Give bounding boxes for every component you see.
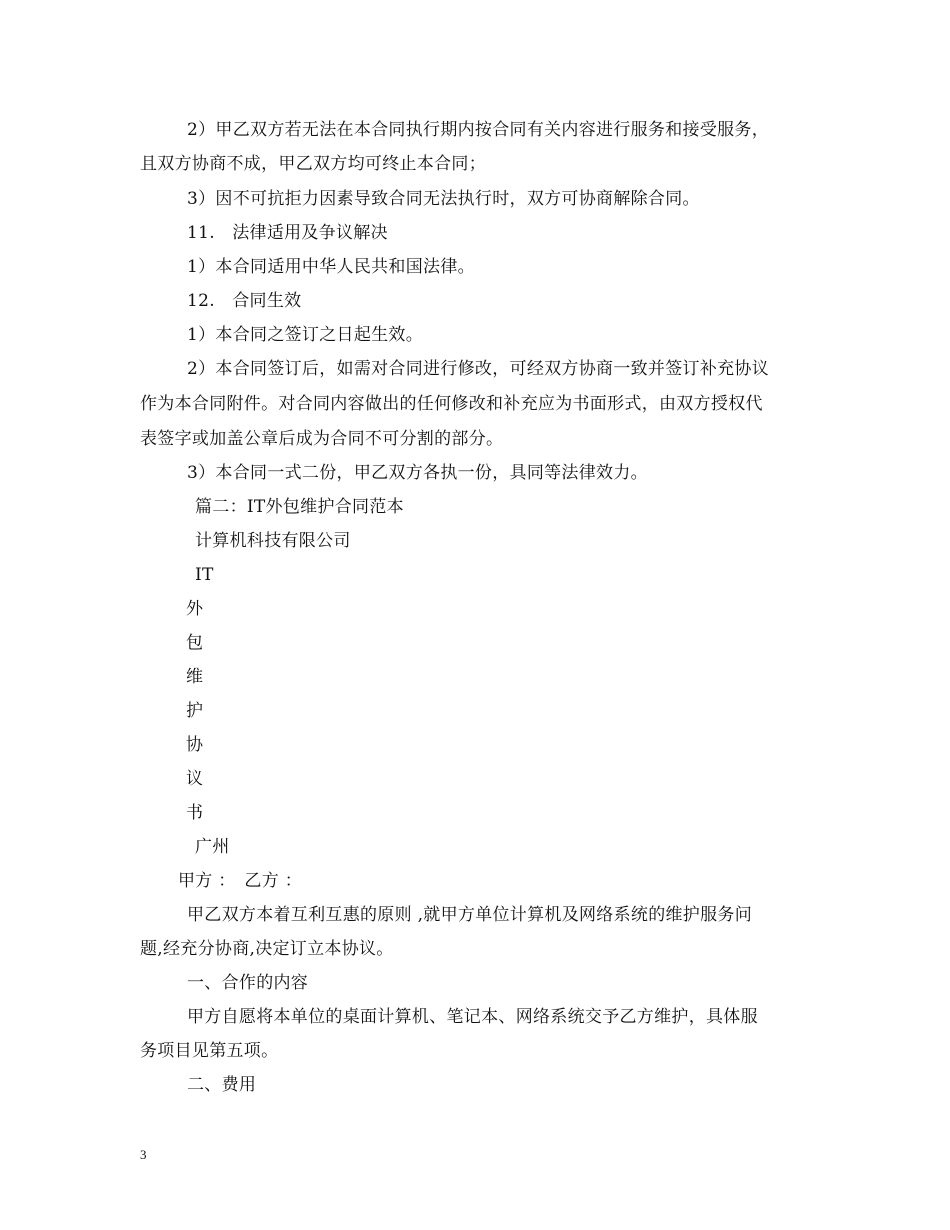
paragraph-line: 且双方协商不成，甲乙双方均可终止本合同；: [140, 154, 486, 174]
vertical-title-char: 书: [186, 803, 204, 823]
paragraph-line: 甲方自愿将本单位的桌面计算机、笔记本、网络系统交予乙方维护，具体服: [187, 1007, 758, 1027]
party-line: 甲方 ： 乙方 ：: [178, 871, 303, 891]
city-name: 广州: [195, 837, 230, 857]
vertical-title-char: IT: [195, 565, 214, 585]
vertical-title-char: 维: [186, 667, 204, 687]
paragraph-line: 1）本合同适用中华人民共和国法律。: [187, 257, 475, 277]
section-heading: 二、费用: [187, 1075, 257, 1095]
vertical-title-char: 外: [186, 599, 204, 619]
paragraph-line: 1）本合同之签订之日起生效。: [187, 325, 424, 345]
paragraph-line: 2）甲乙双方若无法在本合同执行期内按合同有关内容进行服务和接受服务，: [187, 120, 770, 140]
vertical-title-char: 护: [186, 701, 204, 721]
paragraph-line: 2）本合同签订后，如需对合同进行修改，可经双方协商一致并签订补充协议: [187, 359, 770, 379]
section-heading: 12. 合同生效: [187, 291, 302, 311]
paragraph-line: 甲乙双方本着互利互惠的原则 ,就甲方单位计算机及网络系统的维护服务问: [187, 905, 753, 925]
vertical-title-char: 议: [186, 769, 204, 789]
page-number: 3: [140, 1147, 147, 1162]
paragraph-line: 作为本合同附件。对合同内容做出的任何修改和补充应为书面形式，由双方授权代: [140, 394, 763, 414]
paragraph-line: 3）因不可抗拒力因素导致合同无法执行时，双方可协商解除合同。: [187, 189, 700, 209]
vertical-title-char: 包: [186, 633, 204, 653]
section-heading: 11. 法律适用及争议解决: [187, 223, 388, 243]
section-heading: 一、合作的内容: [187, 973, 309, 993]
article-title: 篇二：IT外包维护合同范本: [195, 497, 404, 517]
vertical-title-char: 协: [186, 735, 204, 755]
company-name: 计算机科技有限公司: [195, 531, 351, 551]
paragraph-line: 务项目见第五项。: [140, 1041, 279, 1061]
paragraph-line: 题,经充分协商,决定订立本协议。: [140, 939, 394, 959]
paragraph-line: 3）本合同一式二份，甲乙双方各执一份，具同等法律效力。: [187, 463, 648, 483]
paragraph-line: 表签字或加盖公章后成为合同不可分割的部分。: [140, 429, 504, 449]
